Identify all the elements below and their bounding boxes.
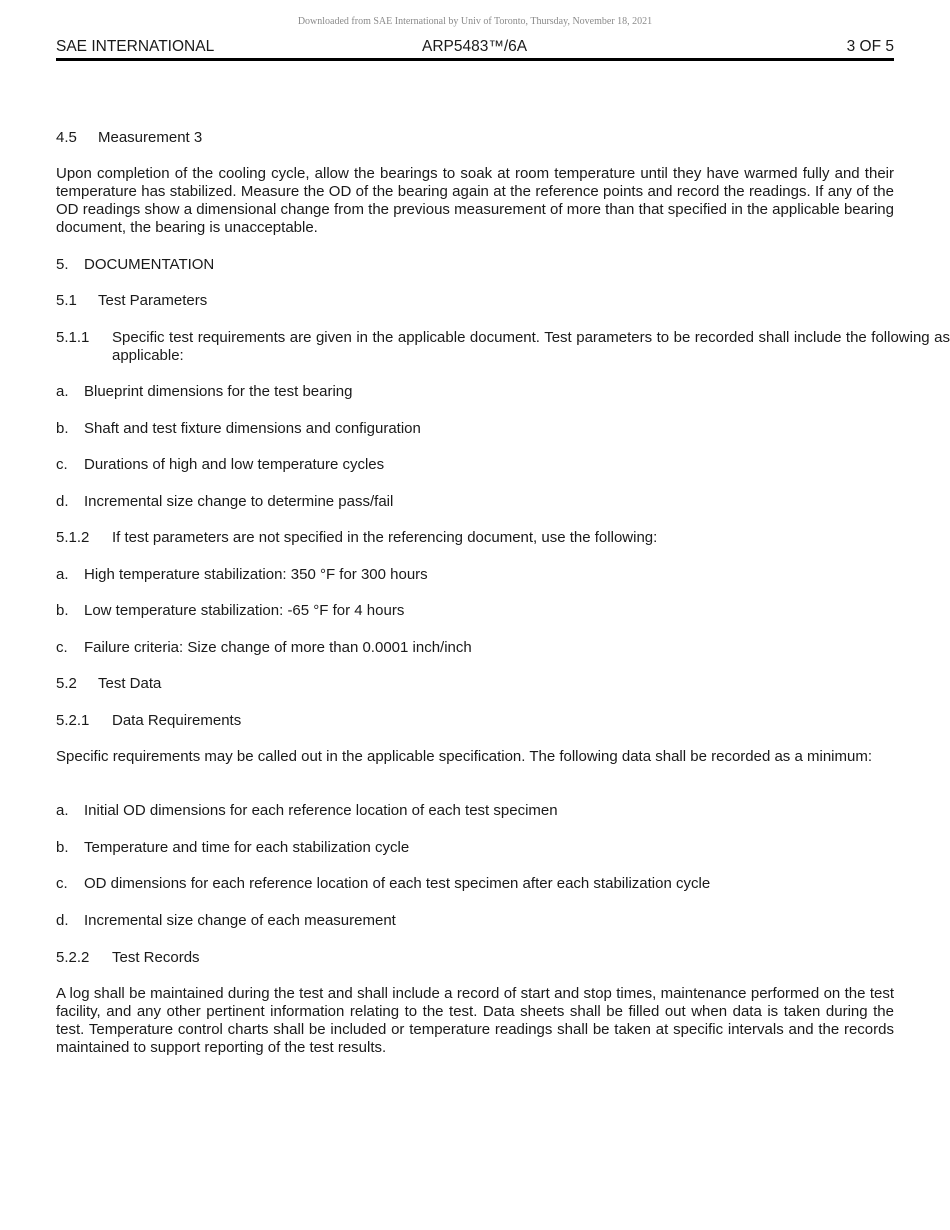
section-number: 5.2.1 — [56, 712, 90, 729]
download-watermark: Downloaded from SAE International by Univ of Toronto, Thursday, November 18, 2021 — [297, 16, 653, 27]
list-item-label: c. — [56, 639, 68, 656]
section-number: 5.1.2 — [56, 529, 90, 546]
list-item-text: Failure criteria: Size change of more than 0.0001 inch/inch — [84, 639, 472, 656]
list-item-label: c. — [56, 875, 68, 892]
list-item — [56, 839, 894, 857]
list-item-label: b. — [56, 420, 69, 437]
list-item-text: OD dimensions for each reference location of each test specimen after each stabilization cycle — [84, 875, 711, 892]
list-item-label: c. — [56, 456, 68, 473]
page-header — [56, 38, 894, 61]
section-title: DOCUMENTATION — [84, 256, 215, 273]
list-item — [56, 493, 894, 511]
section-title: Measurement 3 — [98, 129, 203, 146]
section-5-2-1-paragraph: Specific requirements may be called out in the applicable specification. The following data shall be recorded as a minimum: — [56, 748, 872, 765]
list-item-label: d. — [56, 912, 69, 929]
section-text: If test parameters are not specified in the referencing document, use the following: — [112, 529, 658, 546]
header-organization: SAE INTERNATIONAL — [56, 38, 215, 55]
section-number: 5.2 — [56, 675, 77, 692]
section-heading-5-1 — [56, 292, 894, 310]
section-heading-4-5 — [56, 129, 894, 147]
section-heading-5-2-2 — [56, 949, 894, 967]
list-item — [56, 602, 894, 620]
section-title: Data Requirements — [112, 712, 242, 729]
list-item-label: b. — [56, 602, 69, 619]
section-heading-5-2 — [56, 675, 894, 693]
section-text: Specific test requirements are given in the applicable document. Test parameters to be recorded shall include the following as applicable: — [112, 329, 950, 364]
section-number: 5.2.2 — [56, 949, 90, 966]
section-5-2-2-paragraph: A log shall be maintained during the test and shall include a record of start and stop times, maintenance performed on the test facility, and any other pertinent information relating to the test. Data sheets shall be filled out when data is taken during the test. Temperature control charts shall be included or temperature readings shall be taken at specific intervals and the records maintained to support reporting of the test results. — [56, 985, 894, 1056]
list-item — [56, 875, 894, 893]
list-item-label: a. — [56, 566, 69, 583]
list-item-text: Incremental size change to determine pass/fail — [84, 493, 394, 510]
section-5-1-2-paragraph — [56, 529, 894, 547]
section-title: Test Data — [98, 675, 162, 692]
list-item-text: Incremental size change of each measurement — [84, 912, 396, 929]
section-title: Test Records — [112, 949, 200, 966]
list-item — [56, 802, 894, 820]
section-heading-5 — [56, 256, 894, 274]
list-item-text: High temperature stabilization: 350 °F for 300 hours — [84, 566, 428, 583]
list-item — [56, 383, 894, 401]
list-item-text: Low temperature stabilization: -65 °F for 4 hours — [84, 602, 405, 619]
list-item — [56, 566, 894, 584]
list-item — [56, 912, 894, 930]
section-number: 5.1.1 — [56, 329, 90, 346]
list-item-label: a. — [56, 383, 69, 400]
list-item-label: a. — [56, 802, 69, 819]
list-item-text: Durations of high and low temperature cycles — [84, 456, 385, 473]
list-item — [56, 420, 894, 438]
list-item-label: d. — [56, 493, 69, 510]
list-item-text: Temperature and time for each stabilization cycle — [84, 839, 410, 856]
list-item-text: Blueprint dimensions for the test bearing — [84, 383, 353, 400]
list-item-text: Shaft and test fixture dimensions and configuration — [84, 420, 421, 437]
section-number: 4.5 — [56, 129, 77, 146]
section-4-5-paragraph: Upon completion of the cooling cycle, allow the bearings to soak at room temperature until they have warmed fully and their temperature has stabilized. Measure the OD of the bearing again at the reference points and record the readings. If any of the OD readings show a dimensional change from the previous measurement of more than that specified in the applicable bearing document, the bearing is unacceptable. — [56, 165, 894, 236]
section-5-1-1-paragraph — [56, 329, 950, 365]
header-document-id: ARP5483™/6A — [422, 38, 528, 55]
section-number: 5.1 — [56, 292, 77, 309]
section-number: 5. — [56, 256, 69, 273]
list-item-label: b. — [56, 839, 69, 856]
list-item — [56, 639, 894, 657]
section-title: Test Parameters — [98, 292, 208, 309]
list-item-text: Initial OD dimensions for each reference location of each test specimen — [84, 802, 558, 819]
list-item — [56, 456, 894, 474]
header-page-number: 3 OF 5 — [846, 38, 894, 55]
section-heading-5-2-1 — [56, 712, 894, 730]
